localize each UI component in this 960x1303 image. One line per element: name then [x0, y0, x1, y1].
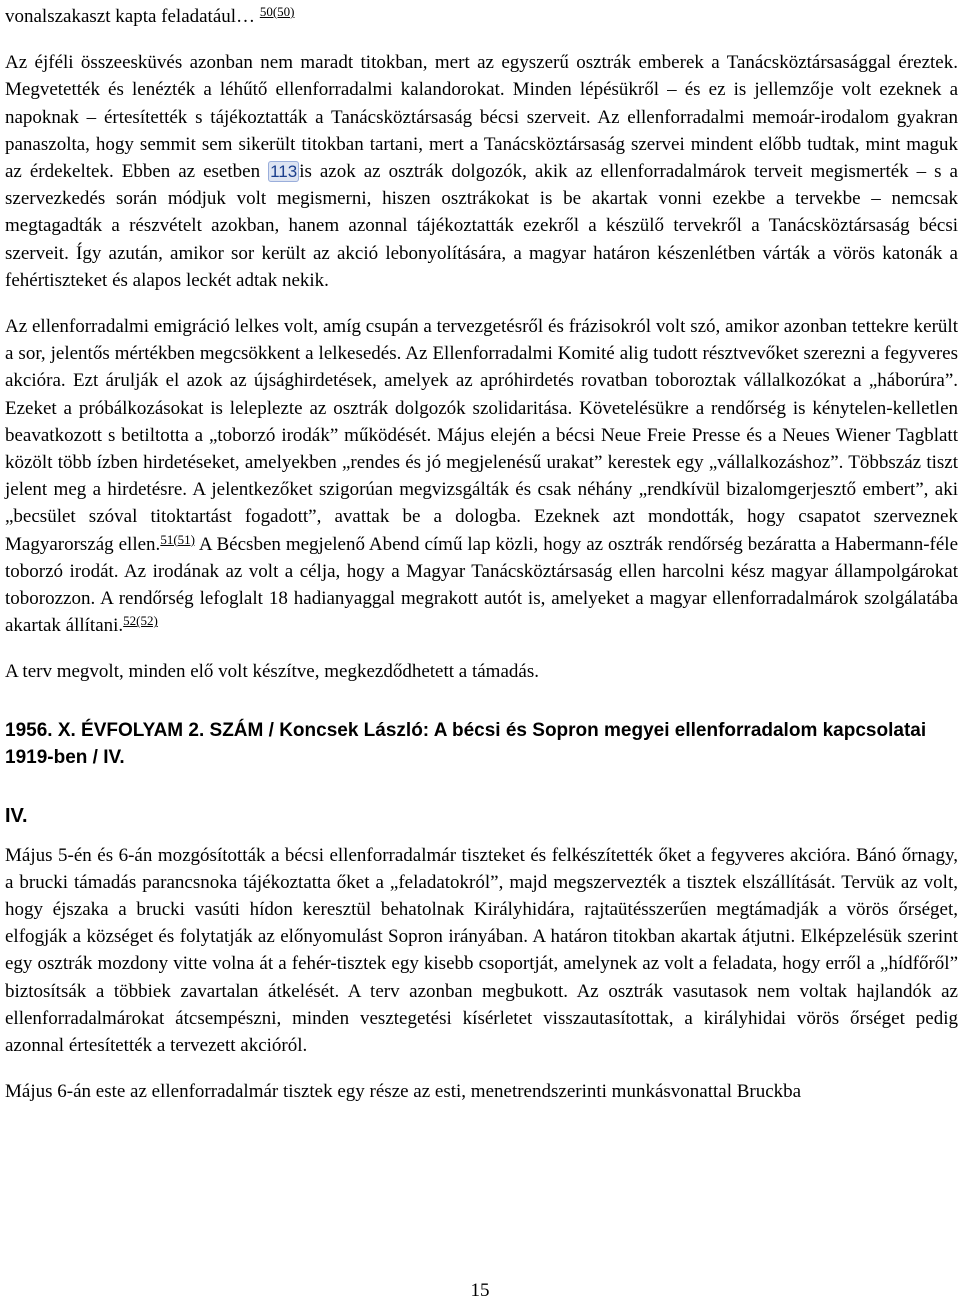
paragraph-text: Az éjféli összeesküvés azonban nem maradt titokban, mert az egyszerű osztrák emberek a Tanácsköztársasággal éreztek. Megvetették és lenézték a léhűtő ellenforradalmi kalandorokat. Minden lépésükről – és ez is jellemzője volt ezeknek a napoknak – értesítették s tájékoztatták a Tanácsköztársaság bécsi szerveit. Az ellenforradalmi memoár-irodalom gyakran panaszolta, hogy semmit sem sikerült titokban tartani, mert a Tanácsköztársaság szervei mindent előbb tudtak, mint maguk az érdekeltek. Ebben az esetben [5, 52, 958, 183]
body-paragraph [5, 49, 958, 294]
footnote-link[interactable]: 51(51) [160, 531, 195, 547]
body-paragraph [5, 658, 958, 685]
footnote-reference [123, 613, 158, 628]
paragraph-text: Az ellenforradalmi emigráció lelkes volt, amíg csupán a tervezgetésről és frázisokról volt szó, amikor azonban tettekre került a sor, jelentős mértékben megcsökkent a lelkesedés. Az Ellenforradalmi Komité alig tudott résztvevőket szerezni a fegyveres akcióra. Ezt árulják el azok az újsághirdetések, amelyek az apróhirdetés rovatban toboroztak vállalkozókat a „háborúra”. Ezeket a próbálkozásokat is leleplezte az osztrák dolgozók szolidaritása. Követelésükre a rendőrség is kénytelen-kelletlen beavatkozott s betiltotta a „toborzó irodák” működését. Május elején a bécsi Neue Freie Presse és a Neues Wiener Tagblatt közölt több ízben hirdetéseket, amelyekben „rendes és jó megjelenésű urakat” kerestek egy „vállalkozáshoz”. Többszáz tiszt jelent meg a hirdetésre. A jelentkezőket szigorúan megvizsgálták és csak néhány „rendkívül bizalomgerjesztő embert”, aki „becsület szóval titoktartást fogadott”, avattak be a dologba. Ezeknek azt mondották, hogy csapatot szerveznek Magyarország ellen. [5, 316, 958, 555]
paragraph-text: Május 5-én és 6-án mozgósították a bécsi ellenforradalmár tiszteket és felkészítették őket a fegyveres akcióra. Bánó őrnagy, a brucki támadás parancsnoka tájékoztatta őket a „feladatokról”, majd megszervezték a tisztek elszállítását. Tervük az volt, hogy éjszaka a brucki vasúti hídon keresztül behatolnak Királyhidára, rajtaütésszerűen megtámadják a vörös őrséget, elfogják a községet és folytatják az előnyomulást Sopron irányában. A határon titokban akartak átjutni. Elképzelésük szerint egy osztrák mozdony vitte volna át a fehér-tisztek egy kisebb csoportját, amelynek az volt a feladata, hogy erről a „hídfőről” biztosítsák a többiek zavartalan átkelését. A terv azonban megbukott. Az osztrák vasutasok nem voltak hajlandók az ellenforradalmárokat átcsempészni, minden vesztegetési kísérletet visszautasítottak, a királyhidai vörös őrséget pedig azonnal értesítették a tervezett akcióról. [5, 844, 958, 1057]
body-text-part-1 [5, 3, 958, 686]
footnote-link[interactable]: 50(50) [259, 4, 295, 19]
footnote-reference [160, 532, 195, 547]
body-paragraph [5, 842, 958, 1060]
article-header: 1956. X. ÉVFOLYAM 2. SZÁM / Koncsek László: A bécsi és Sopron megyei ellenforradalom kapcsolatai 1919-ben / IV. [5, 719, 927, 768]
paragraph-text: A terv megvolt, minden elő volt készítve, megkezdődhetett a támadás. [5, 661, 539, 683]
paragraph-text: is azok az osztrák dolgozók, akik az ellenforradalmárok terveit megismerték – s a szervezkedés során módjuk volt megismerni, hiszen osztrákokat is be akartak vonni ezekbe a tervekbe – nemcsak megtagadták a részvételt azokban, hanem azonnal tájékoztatták ezekről a készülő tervekről a Tanácsköztársaság bécsi szerveit. Így azután, amikor sor került az akció lebonyolítására, a magyar határon készenlétben várták a vörös katonák a fehértiszteket és alapos leckét adtak nekik. [5, 161, 958, 291]
body-text-part-2 [5, 842, 958, 1106]
footnote-link[interactable]: 52(52) [123, 613, 158, 629]
body-paragraph [5, 1078, 958, 1105]
page-number: 15 [470, 1280, 490, 1301]
body-paragraph [5, 313, 958, 639]
paragraph-text: A Bécsben megjelenő Abend című lap közli, hogy az osztrák rendőrség bezáratta a Habermann-féle toborzó irodát. Az irodának az volt a célja, hogy a Magyar Tanácsköztársaság ellen harcolni kész magyar állampolgárokat toborozzon. A rendőrség lefoglalt 18 hadianyaggal megrakott autót is, amelyeket a magyar ellenforradalmárok szolgálatába akartak állítani. [5, 533, 959, 637]
document-page [5, 3, 958, 1106]
page-marker[interactable]: 113 [270, 162, 298, 182]
paragraph-text: Május 6-án este az ellenforradalmár tisztek egy része az esti, menetrendszerinti munkásvonattal Bruckba [5, 1081, 802, 1103]
body-paragraph [5, 3, 958, 30]
section-heading: IV. [5, 804, 28, 827]
paragraph-text: vonalszakaszt kapta feladatául… [5, 6, 260, 27]
footnote-reference [260, 4, 295, 19]
